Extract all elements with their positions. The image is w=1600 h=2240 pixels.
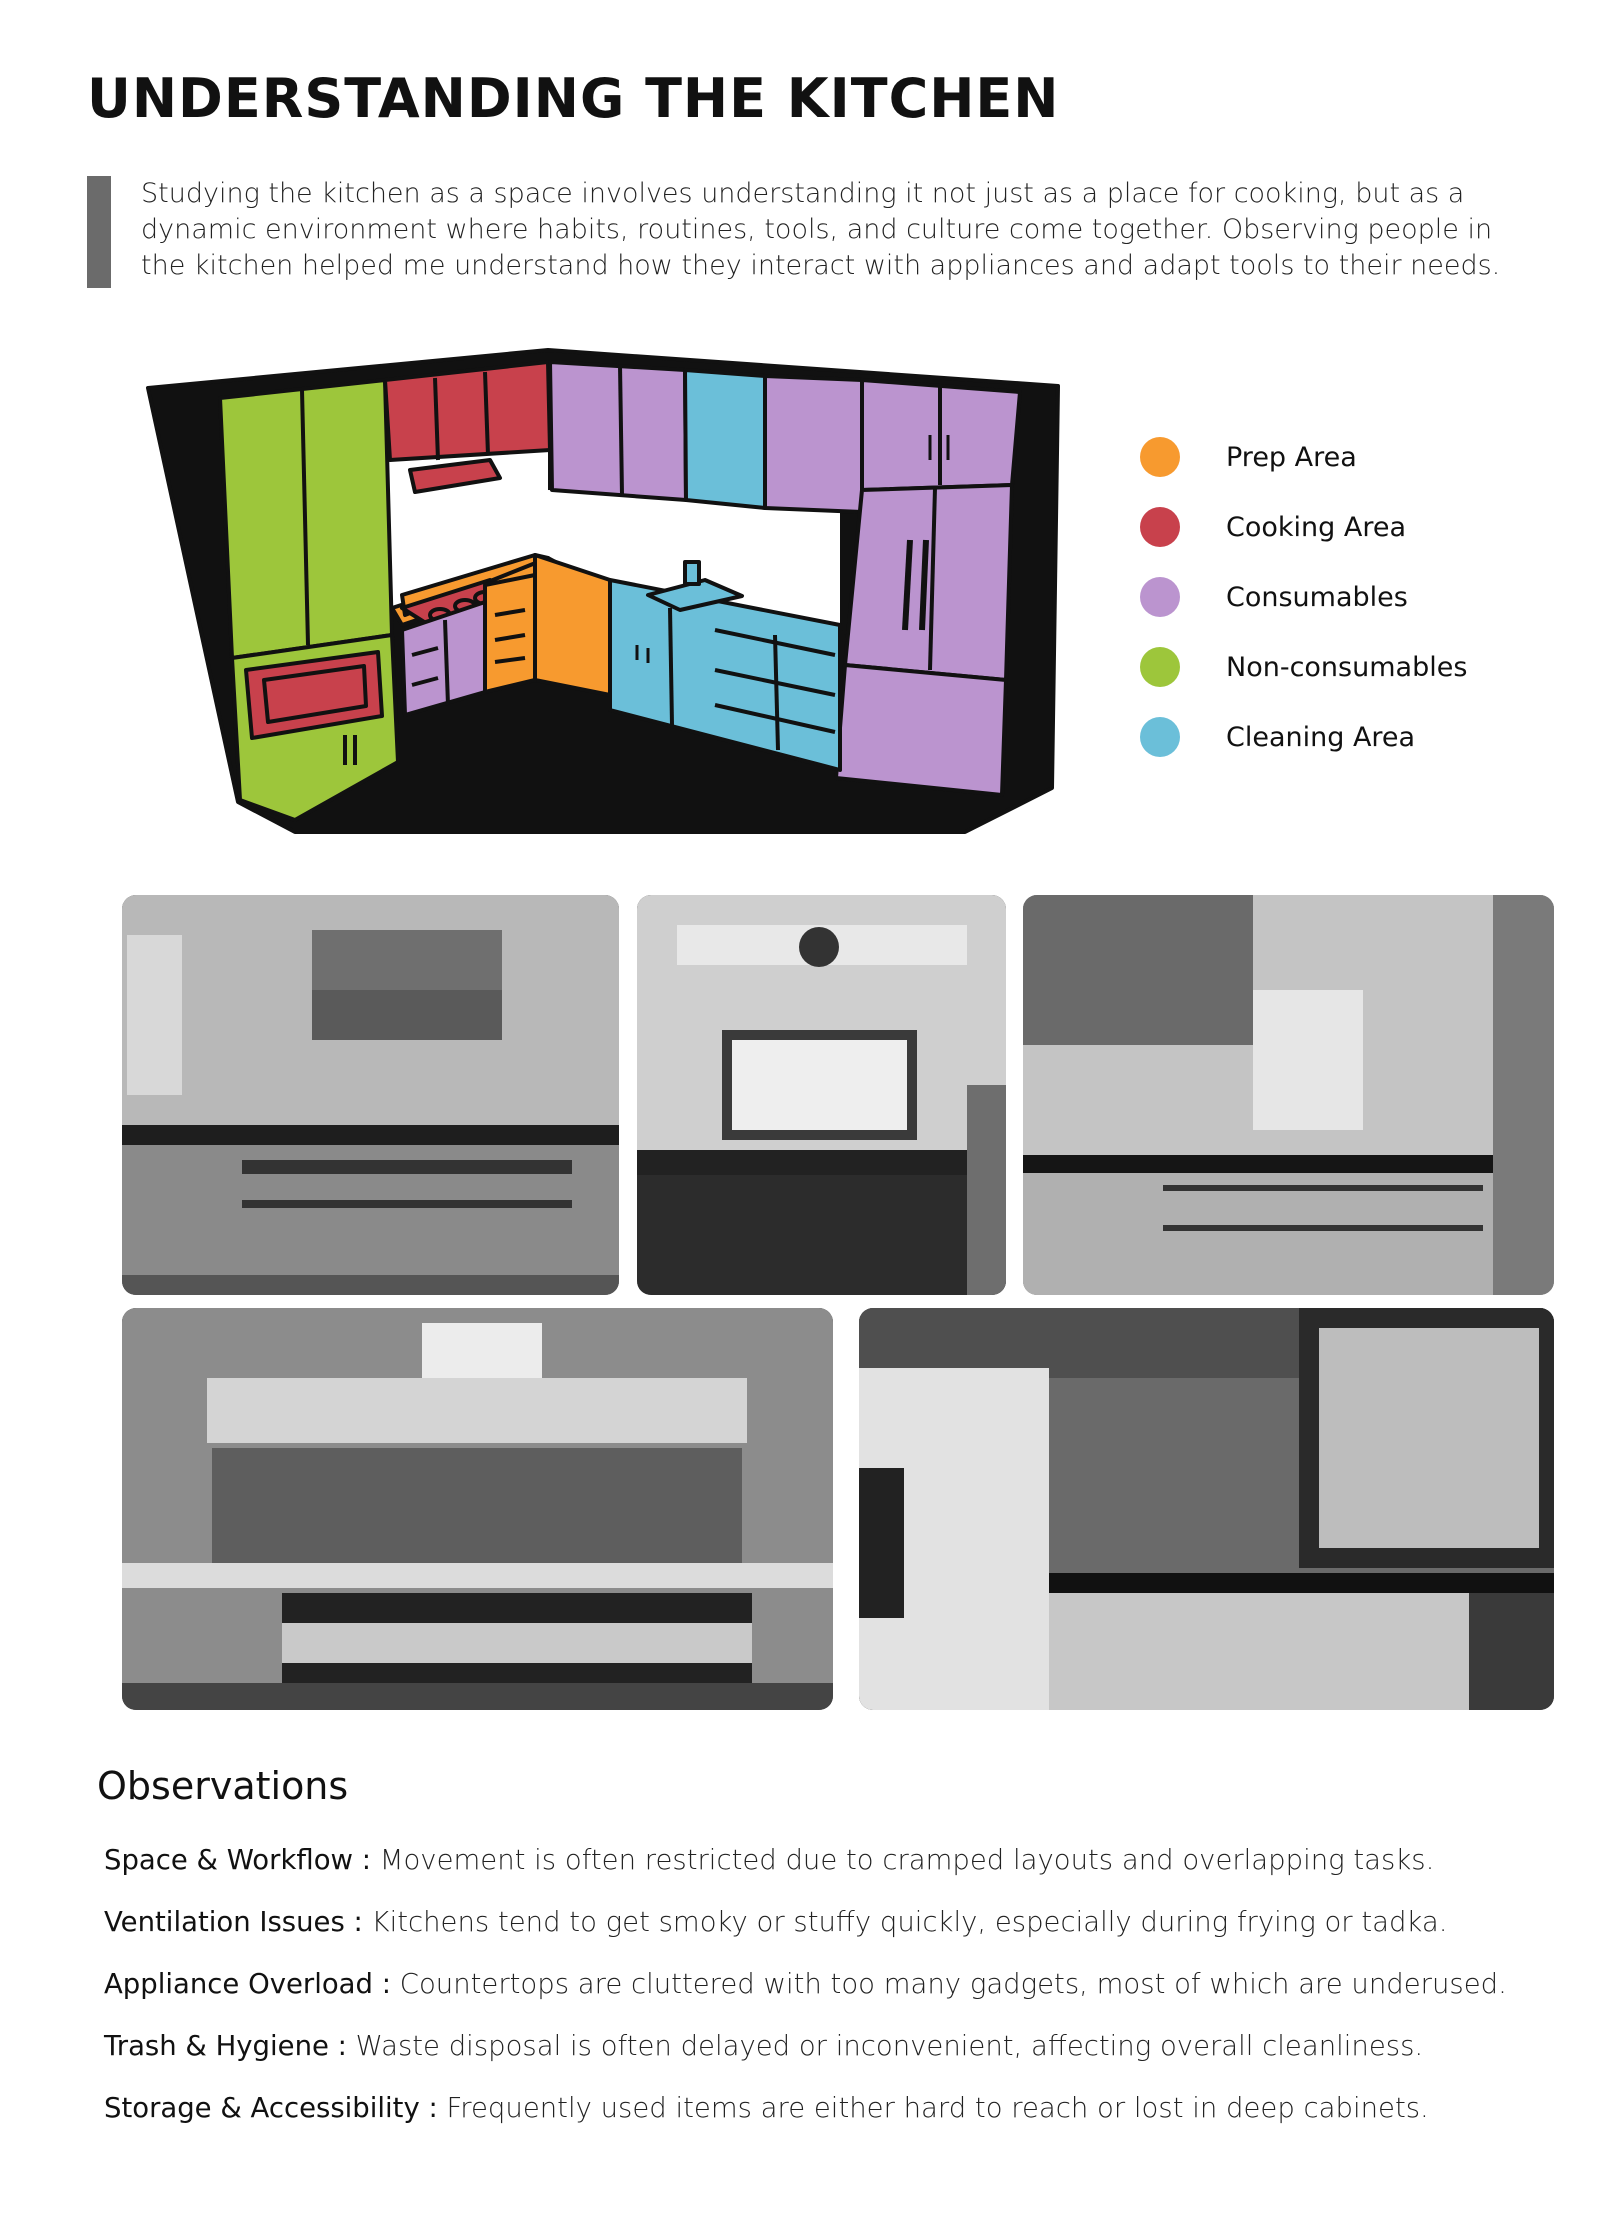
legend-item-cleaning-area (1140, 702, 1560, 772)
legend-item-consumables (1140, 562, 1560, 632)
legend-dot-consumables (1140, 577, 1180, 617)
page-title: UNDERSTANDING THE KITCHEN (87, 67, 1060, 130)
legend-label: Consumables (1226, 581, 1408, 613)
observations-list (104, 1840, 1544, 2150)
legend-item-cooking-area (1140, 492, 1560, 562)
legend-label: Prep Area (1226, 441, 1357, 473)
observation-item (104, 1902, 1544, 1964)
kitchen-photo-4 (122, 1308, 833, 1710)
observation-item (104, 2026, 1544, 2088)
legend-label: Non-consumables (1226, 651, 1468, 683)
observation-item (104, 1964, 1544, 2026)
legend-dot-non-consumables (1140, 647, 1180, 687)
observation-key: Storage & Accessibility : (104, 2092, 438, 2124)
observation-text: Movement is often restricted due to cramped layouts and overlapping tasks. (371, 1844, 1435, 1876)
legend-label: Cooking Area (1226, 511, 1406, 543)
kitchen-zoning-diagram (140, 340, 1070, 840)
observation-text: Frequently used items are either hard to reach or lost in deep cabinets. (437, 2092, 1429, 2124)
observation-key: Ventilation Issues : (104, 1906, 363, 1938)
kitchen-photo-5 (859, 1308, 1554, 1710)
observation-item (104, 1840, 1544, 1902)
legend-dot-cleaning (1140, 717, 1180, 757)
observation-key: Appliance Overload : (104, 1968, 391, 2000)
kitchen-photo-2 (637, 895, 1006, 1295)
observations-title: Observations (97, 1764, 349, 1808)
legend-label: Cleaning Area (1226, 721, 1416, 753)
legend (1140, 422, 1560, 772)
observation-text: Kitchens tend to get smoky or stuffy quickly, especially during frying or tadka. (362, 1906, 1448, 1938)
observation-text: Countertops are cluttered with too many gadgets, most of which are underused. (391, 1968, 1507, 2000)
observation-text: Waste disposal is often delayed or inconvenient, affecting overall cleanliness. (346, 2030, 1424, 2062)
legend-item-non-consumables (1140, 632, 1560, 702)
legend-item-prep-area (1140, 422, 1560, 492)
kitchen-photo-3 (1023, 895, 1554, 1295)
observation-key: Space & Workflow : (104, 1844, 372, 1876)
legend-dot-prep (1140, 437, 1180, 477)
observation-item (104, 2088, 1544, 2150)
observation-key: Trash & Hygiene : (104, 2030, 347, 2062)
intro-paragraph: Studying the kitchen as a space involves understanding it not just as a place for cooking, but as a dynamic environment where habits, routines, tools, and culture come together. Observing people in the kitchen helped me understand how they interact with appliances and adapt tools to their needs. (141, 178, 1501, 281)
quote-bar (87, 176, 111, 288)
legend-dot-cooking (1140, 507, 1180, 547)
kitchen-photo-1 (122, 895, 619, 1295)
